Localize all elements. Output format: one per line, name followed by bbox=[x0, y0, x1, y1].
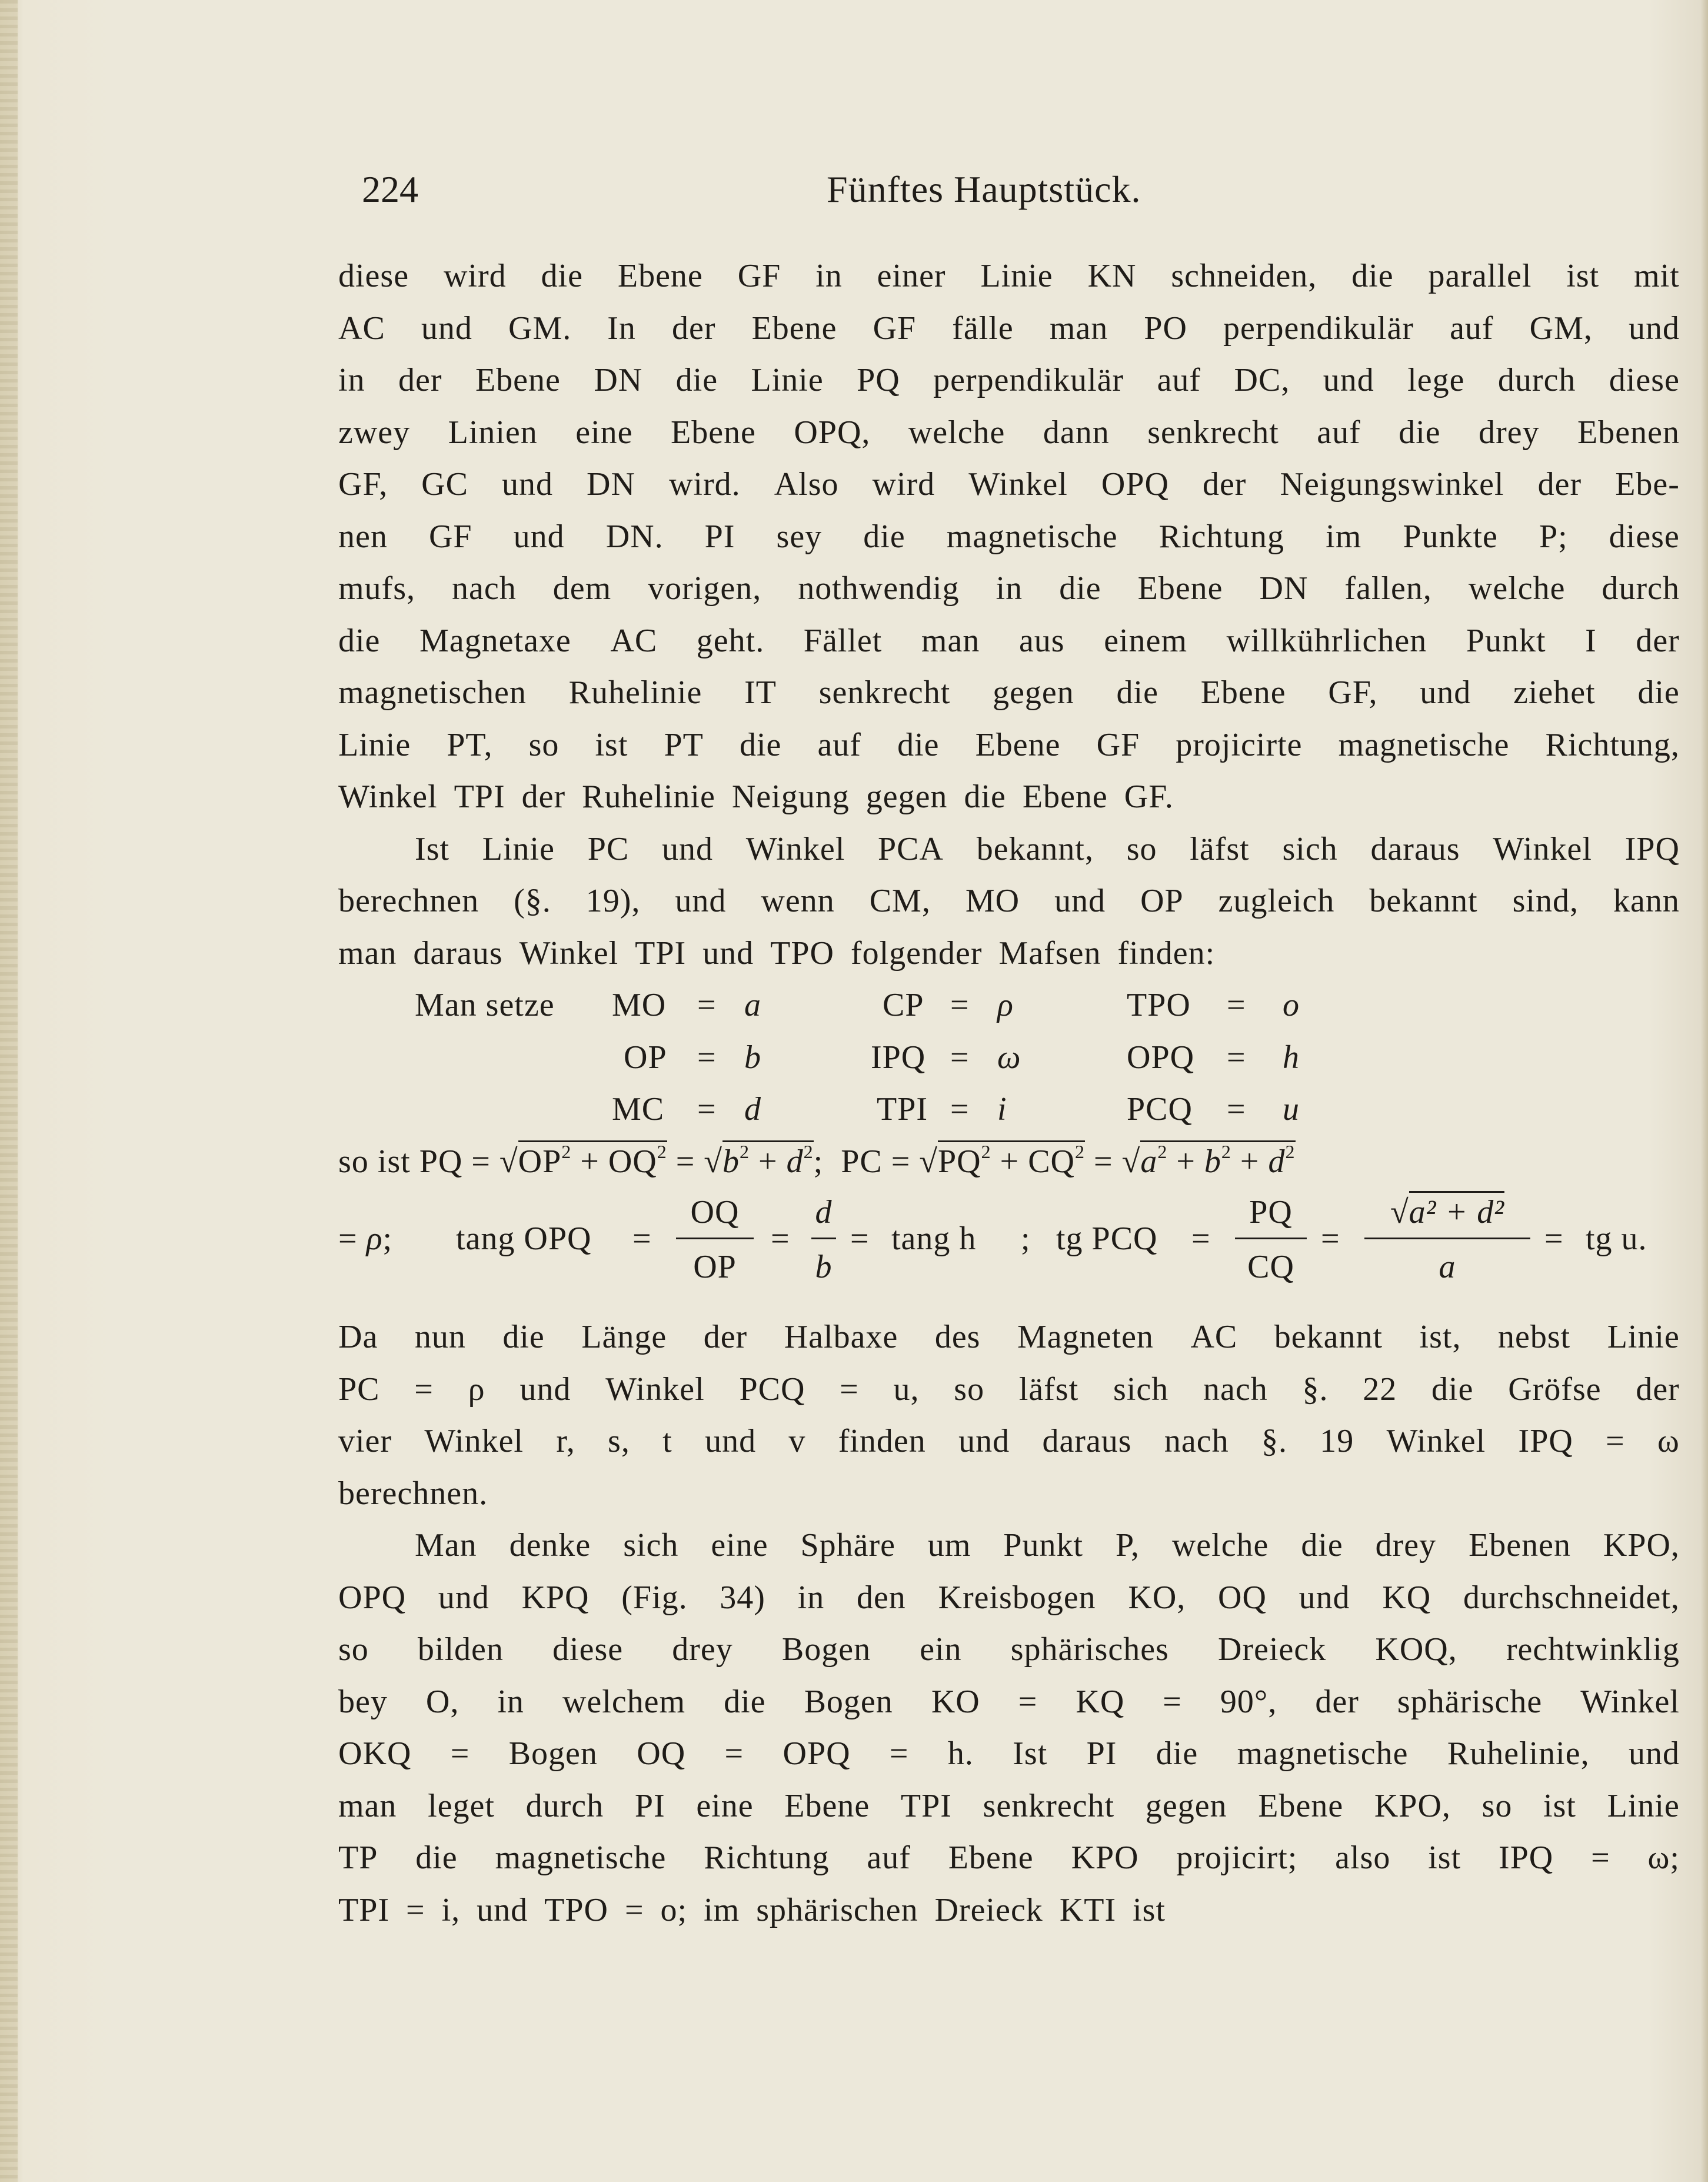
frac-num: OQ bbox=[690, 1194, 740, 1230]
eq-text: tg u. bbox=[1586, 1220, 1647, 1257]
eq-term: PQ bbox=[938, 1143, 981, 1180]
fraction-d-b bbox=[809, 1188, 838, 1289]
fraction-pq-cq bbox=[1233, 1188, 1309, 1289]
text-line: in der Ebene DN die Linie PQ perpendikulär auf DC, und lege durch diese bbox=[338, 362, 1680, 398]
text-line: TP die magnetische Richtung auf Ebene KPO projicirt; also ist IPQ = ω; bbox=[338, 1840, 1680, 1876]
eq-exp: 2 bbox=[657, 1140, 667, 1162]
text-line: diese wird die Ebene GF in einer Linie KN schneiden, die parallel ist mit bbox=[338, 258, 1680, 294]
definitions-intro: Man setze bbox=[415, 987, 555, 1023]
def-value: ω bbox=[997, 1039, 1021, 1076]
def-term: TPI bbox=[877, 1091, 928, 1127]
paragraph-2 bbox=[338, 823, 1680, 980]
paragraph-1 bbox=[338, 250, 1680, 823]
eq-sep: ; bbox=[813, 1143, 824, 1180]
eq-term: d bbox=[1268, 1143, 1286, 1180]
eq-exp: 2 bbox=[740, 1140, 750, 1162]
def-value: h bbox=[1283, 1039, 1300, 1076]
eq-text: tg PCQ bbox=[1056, 1220, 1158, 1257]
def-term: TPO bbox=[1127, 987, 1191, 1023]
text-line: nen GF und DN. PI sey die magnetische Richtung im Punkte P; diese bbox=[338, 518, 1680, 555]
def-term: MO bbox=[612, 987, 667, 1023]
frac-num: PQ bbox=[1249, 1194, 1293, 1230]
def-term: MC bbox=[612, 1091, 665, 1127]
def-eq: = bbox=[950, 987, 970, 1023]
text-line: GF, GC und DN wird. Also wird Winkel OPQ der Neigungswinkel der Ebe- bbox=[338, 466, 1680, 503]
eq-term: OP bbox=[518, 1143, 562, 1180]
eq-text: tang h bbox=[891, 1220, 977, 1257]
paragraph-3 bbox=[338, 1311, 1680, 1519]
def-term: IPQ bbox=[871, 1039, 926, 1076]
def-eq: = bbox=[697, 1039, 717, 1076]
def-eq: = bbox=[697, 1091, 717, 1127]
text-line: zwey Linien eine Ebene OPQ, welche dann senkrecht auf die drey Ebenen bbox=[338, 414, 1680, 451]
eq-text: tang OPQ bbox=[456, 1220, 592, 1257]
def-term: OP bbox=[624, 1039, 667, 1076]
frac-den: b bbox=[815, 1249, 833, 1285]
text-line: Da nun die Länge der Halbaxe des Magneten AC bekannt ist, nebst Linie bbox=[338, 1319, 1680, 1355]
eq-exp: 2 bbox=[1285, 1140, 1296, 1162]
text-line: AC und GM. In der Ebene GF fälle man PO perpendikulär auf GM, und bbox=[338, 310, 1680, 347]
eq-term: ρ bbox=[366, 1220, 383, 1257]
text-line: so bilden diese drey Bogen ein sphärisches Dreieck KOQ, rechtwinklig bbox=[338, 1631, 1680, 1668]
frac-num: a² + d² bbox=[1409, 1191, 1504, 1230]
definitions-row-2 bbox=[338, 1032, 1680, 1084]
definitions-block bbox=[338, 979, 1680, 1136]
page-gutter bbox=[0, 0, 18, 2182]
def-eq: = bbox=[697, 987, 717, 1023]
def-value: o bbox=[1283, 987, 1300, 1023]
text-line: TPI = i, und TPO = o; im sphärischen Dreieck KTI ist bbox=[338, 1891, 1166, 1928]
text-line: OKQ = Bogen OQ = OPQ = h. Ist PI die magnetische Ruhelinie, und bbox=[338, 1735, 1680, 1772]
def-value: d bbox=[744, 1091, 761, 1127]
def-eq: = bbox=[950, 1091, 970, 1127]
eq-op: + bbox=[758, 1143, 778, 1180]
paragraph-4 bbox=[338, 1519, 1680, 1936]
eq-op: + bbox=[1000, 1143, 1020, 1180]
eq-exp: 2 bbox=[1157, 1140, 1168, 1162]
page-number: 224 bbox=[362, 168, 418, 210]
text-line: OPQ und KPQ (Fig. 34) in den Kreisbogen KO, OQ und KQ durchschneidet, bbox=[338, 1579, 1680, 1616]
eq-exp: 2 bbox=[981, 1140, 991, 1162]
eq-op: + bbox=[580, 1143, 600, 1180]
eq-term: b bbox=[1204, 1143, 1221, 1180]
equation-line-1: so ist PQ = $√OP^2 + OQ^2 = √b^2 + d^2$; PC = $√PQ^2 + CQ^2 = √a^2 + b^2 + d^2$ bbox=[338, 1140, 1296, 1180]
eq-term: d bbox=[786, 1143, 804, 1180]
eq-term: OQ bbox=[608, 1143, 657, 1180]
text-line: Ist Linie PC und Winkel PCA bekannt, so läfst sich daraus Winkel IPQ bbox=[415, 830, 1680, 867]
frac-den: a bbox=[1439, 1249, 1456, 1285]
eq-exp: 2 bbox=[561, 1140, 572, 1162]
def-value: u bbox=[1283, 1091, 1300, 1127]
def-term: CP bbox=[883, 987, 924, 1023]
eq-text: so ist PQ bbox=[338, 1143, 463, 1180]
text-line: Linie PT, so ist PT die auf die Ebene GF projicirte magnetische Richtung, bbox=[338, 726, 1680, 763]
eq-term: a bbox=[1140, 1143, 1158, 1180]
eq-exp: 2 bbox=[1075, 1140, 1085, 1162]
text-line: mufs, nach dem vorigen, nothwendig in die Ebene DN fallen, welche durch bbox=[338, 570, 1680, 607]
def-eq: = bbox=[1227, 987, 1246, 1023]
text-line: die Magnetaxe AC geht. Fället man aus einem willkührlichen Punkt I der bbox=[338, 622, 1680, 659]
page-body bbox=[338, 250, 1680, 1936]
equation-line-2: = ρ; tang OPQ = OQ OP = d b = tang h ; tg PCQ = PQ CQ = √a² + d² a = tg u. bbox=[338, 1188, 1680, 1311]
def-eq: = bbox=[1227, 1091, 1246, 1127]
definitions-row-1 bbox=[338, 979, 1680, 1032]
def-value: i bbox=[997, 1091, 1007, 1127]
text-line: bey O, in welchem die Bogen KO = KQ = 90°, der sphärische Winkel bbox=[338, 1683, 1680, 1720]
eq-op: + bbox=[1176, 1143, 1196, 1180]
text-line: berechnen (§. 19), und wenn CM, MO und OP zugleich bekannt sind, kann bbox=[338, 883, 1680, 919]
running-title: Fünftes Hauptstück. bbox=[827, 168, 1141, 210]
def-eq: = bbox=[950, 1039, 970, 1076]
definitions-row-3 bbox=[338, 1083, 1680, 1136]
text-line: berechnen. bbox=[338, 1475, 488, 1512]
text-line: man daraus Winkel TPI und TPO folgender Mafsen finden: bbox=[338, 934, 1216, 972]
eq-term: PC bbox=[841, 1143, 883, 1180]
text-line: magnetischen Ruhelinie IT senkrecht gegen die Ebene GF, und ziehet die bbox=[338, 674, 1680, 711]
fraction-sqrt-a: √a² + d² a bbox=[1362, 1188, 1533, 1289]
frac-den: CQ bbox=[1247, 1249, 1294, 1285]
frac-den: OP bbox=[693, 1249, 737, 1285]
running-header bbox=[338, 168, 1680, 215]
eq-exp: 2 bbox=[1221, 1140, 1231, 1162]
text-line: vier Winkel r, s, t und v finden und daraus nach §. 19 Winkel IPQ = ω bbox=[338, 1423, 1680, 1459]
def-term: PCQ bbox=[1127, 1091, 1193, 1127]
frac-num: d bbox=[815, 1194, 833, 1230]
text-line: Winkel TPI der Ruhelinie Neigung gegen die Ebene GF. bbox=[338, 779, 1174, 815]
def-term: OPQ bbox=[1127, 1039, 1195, 1076]
def-eq: = bbox=[1227, 1039, 1246, 1076]
eq-op: + bbox=[1240, 1143, 1260, 1180]
def-value: b bbox=[744, 1039, 761, 1076]
text-line: Man denke sich eine Sphäre um Punkt P, welche die drey Ebenen KPO, bbox=[415, 1527, 1680, 1564]
def-value: ρ bbox=[997, 987, 1014, 1023]
fraction-oq-op bbox=[674, 1188, 756, 1289]
def-value: a bbox=[744, 987, 761, 1023]
eq-term: CQ bbox=[1028, 1143, 1075, 1180]
eq-term: b bbox=[723, 1143, 740, 1180]
text-line: man leget durch PI eine Ebene TPI senkrecht gegen Ebene KPO, so ist Linie bbox=[338, 1787, 1680, 1824]
eq-exp: 2 bbox=[803, 1140, 814, 1162]
text-line: PC = ρ und Winkel PCQ = u, so läfst sich nach §. 22 die Gröfse der bbox=[338, 1371, 1680, 1408]
